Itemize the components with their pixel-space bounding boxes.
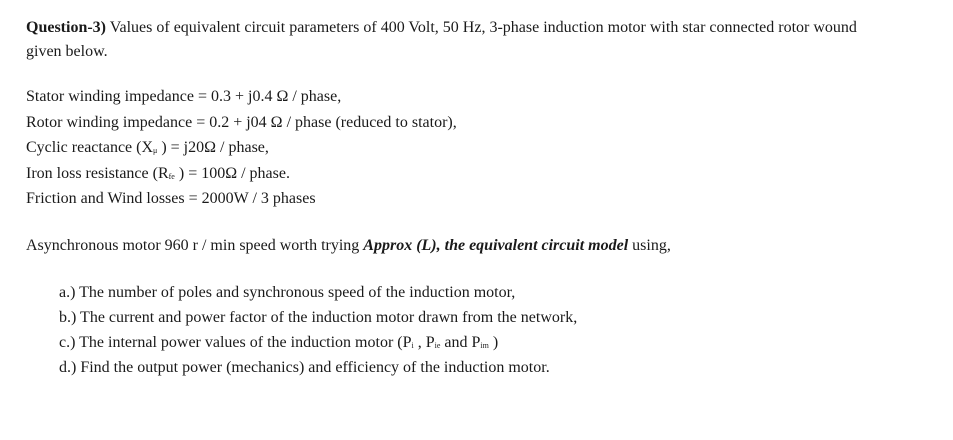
question-line-2: given below. xyxy=(26,43,108,60)
task-c-part1: c.) The internal power values of the induction motor (P xyxy=(59,333,412,351)
mu-subscript: μ xyxy=(153,146,158,155)
iron-loss-suffix: ) = 100Ω / phase. xyxy=(174,164,290,182)
iron-loss-line xyxy=(26,161,941,187)
document-body xyxy=(26,16,941,380)
cyclic-reactance-prefix: Cyclic reactance (X xyxy=(26,139,154,156)
cyclic-reactance-suffix: ) = j20Ω / phase, xyxy=(157,139,269,156)
parameter-list xyxy=(26,84,941,212)
i-subscript: i xyxy=(411,340,414,350)
friction-wind-line: Friction and Wind losses = 2000W / 3 phases xyxy=(26,190,316,207)
task-a: a.) The number of poles and synchronous speed of the induction motor, xyxy=(59,283,516,301)
im-subscript: im xyxy=(480,340,489,350)
stator-impedance-line: Stator winding impedance = 0.3 + j0.4 Ω / phase, xyxy=(26,88,342,105)
task-c-part3: and P xyxy=(440,333,481,351)
task-b: b.) The current and power factor of the induction motor drawn from the network, xyxy=(59,308,578,326)
instruction-before: Asynchronous motor 960 r / min speed worth trying xyxy=(26,236,364,254)
ie-subscript: ie xyxy=(434,340,441,350)
instruction-line xyxy=(26,234,941,258)
question-label: Question-3) xyxy=(26,19,106,36)
question-text-part1: Values of equivalent circuit parameters of 400 Volt, 50 Hz, 3-phase induction motor with star connected rotor wound xyxy=(106,19,857,36)
task-c xyxy=(59,330,941,355)
task-d: d.) Find the output power (mechanics) and efficiency of the induction motor. xyxy=(59,358,550,376)
question-line-1 xyxy=(26,16,941,40)
task-c-part4: ) xyxy=(488,333,499,351)
task-c-part2: , P xyxy=(413,333,435,351)
instruction-emphasis: Approx (L), the equivalent circuit model xyxy=(363,236,629,254)
instruction-after: using, xyxy=(628,236,671,254)
cyclic-reactance-line xyxy=(26,135,941,161)
task-list xyxy=(26,280,941,380)
rotor-impedance-line: Rotor winding impedance = 0.2 + j04 Ω / phase (reduced to stator), xyxy=(26,113,457,131)
fe-subscript: fe xyxy=(168,171,175,181)
iron-loss-prefix: Iron loss resistance (R xyxy=(26,164,169,182)
